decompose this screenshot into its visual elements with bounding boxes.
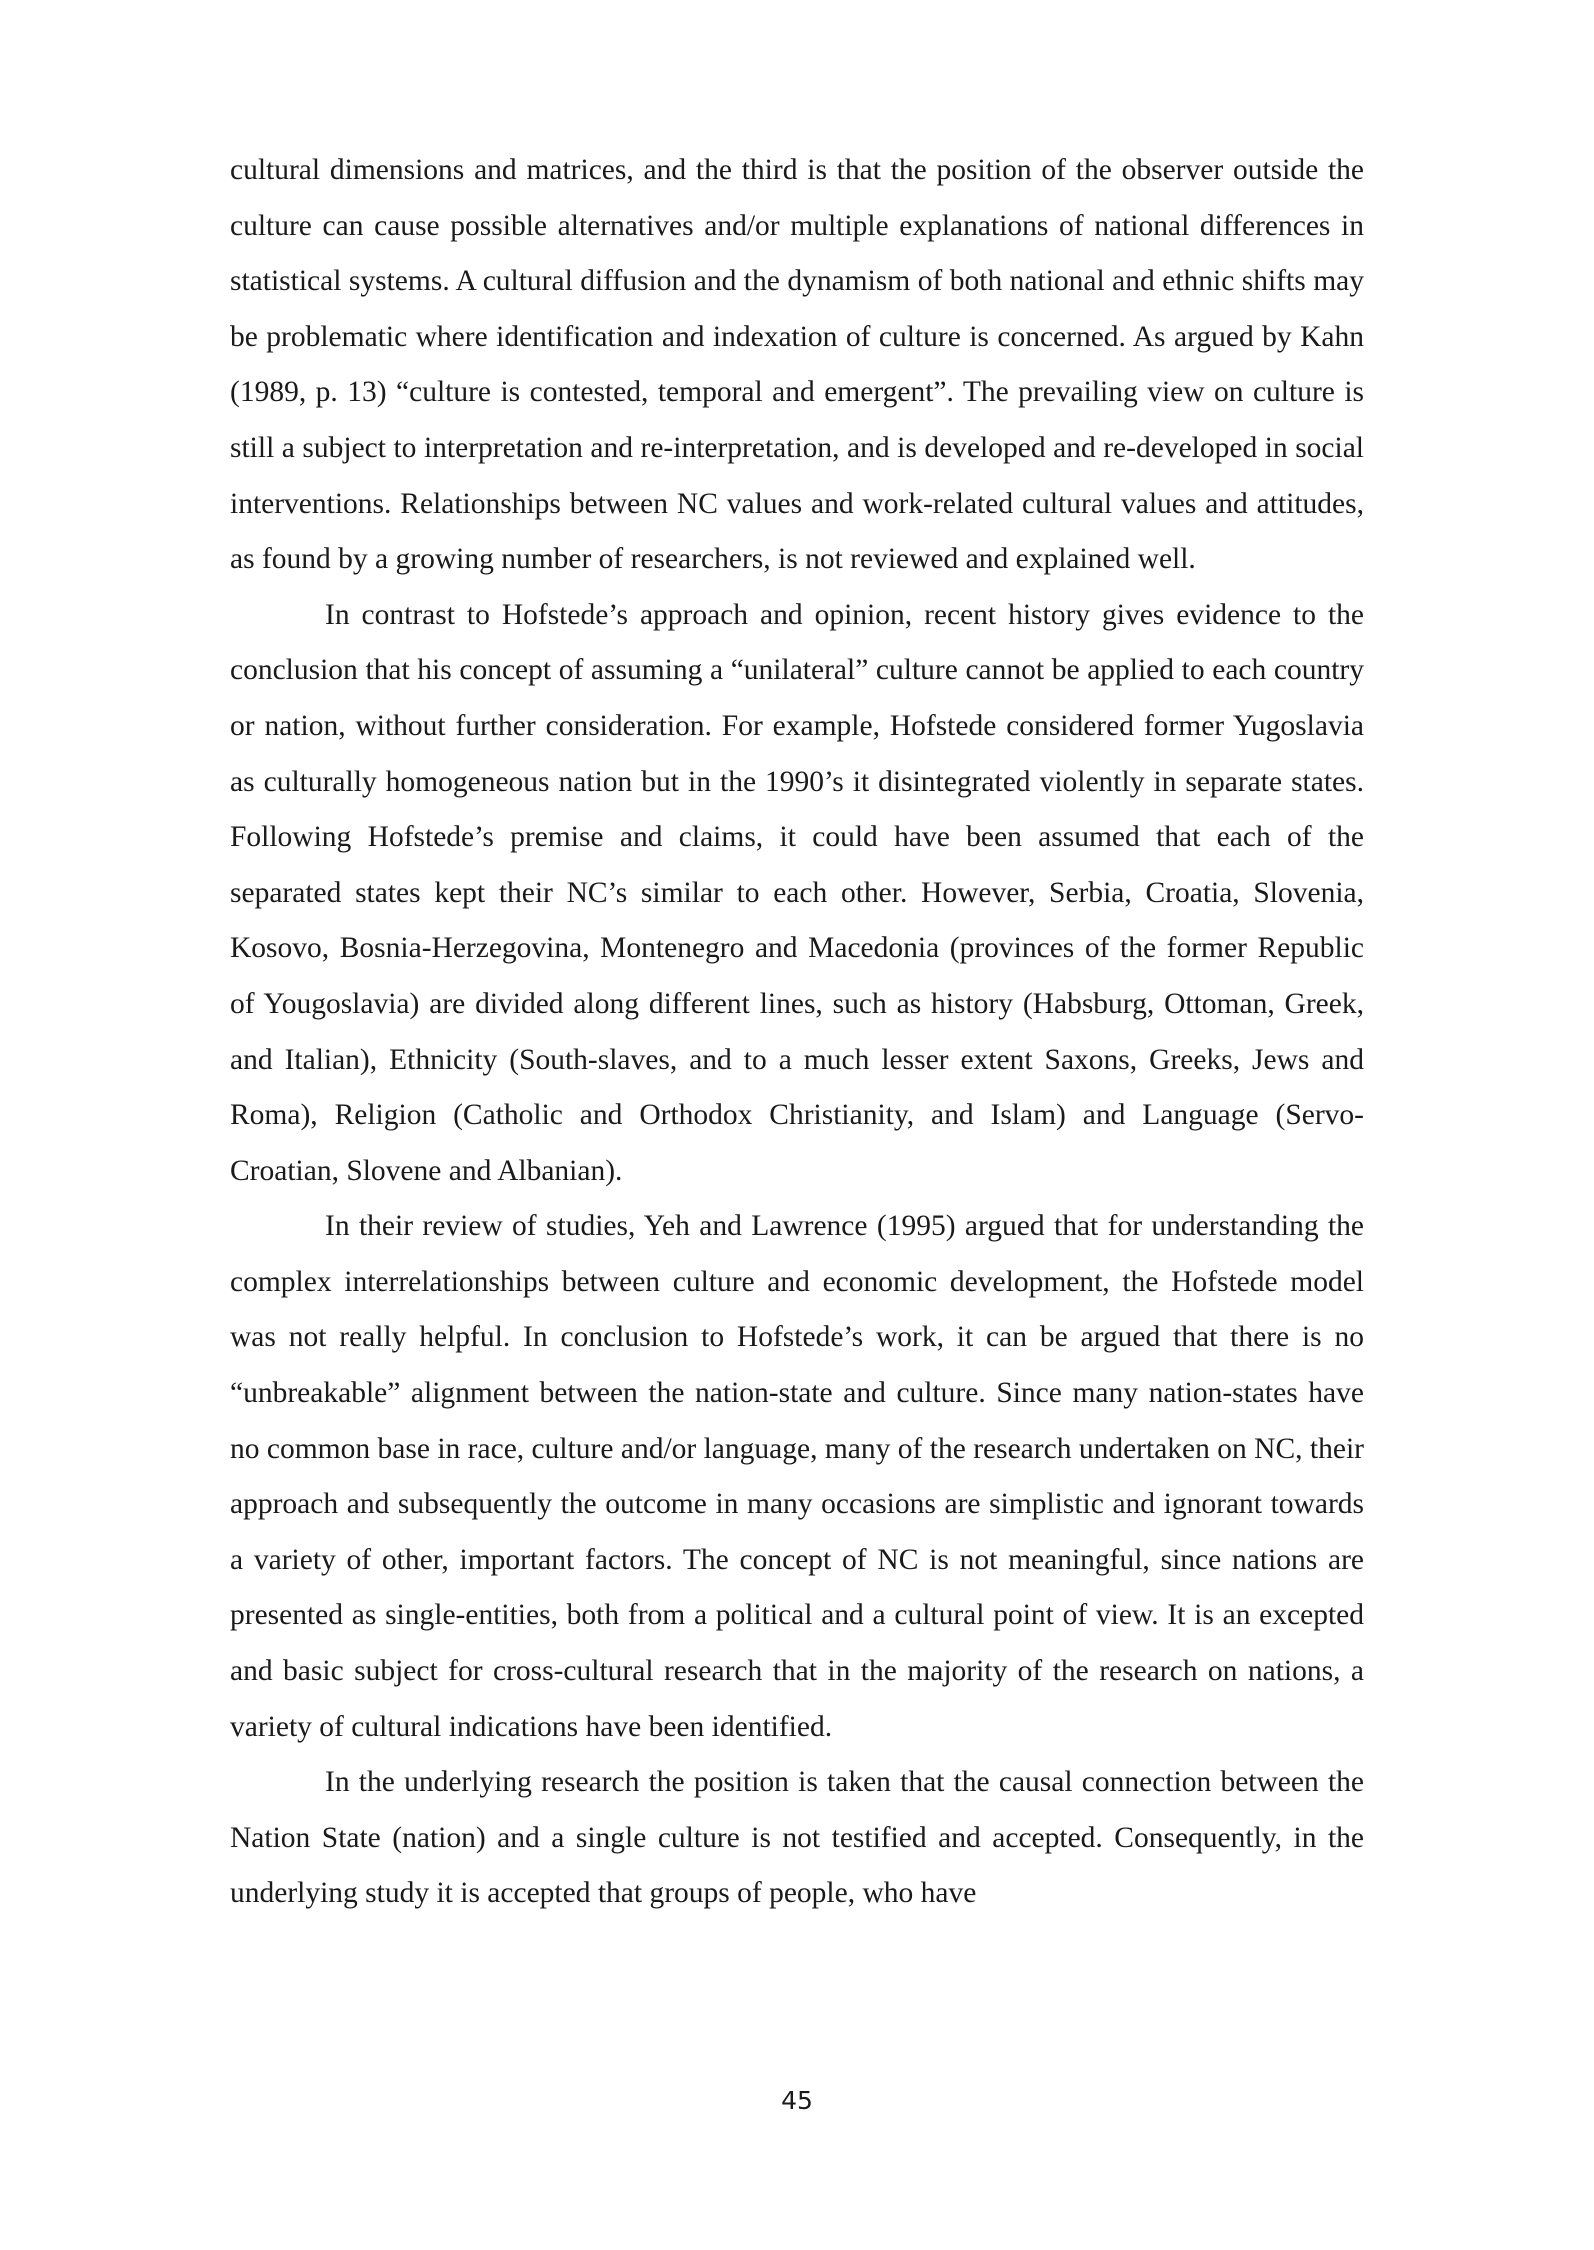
body-text (230, 143, 1364, 1922)
paragraph-hofstede-yugoslavia: In contrast to Hofstede’s approach and opinion, recent history gives evidence to the conclusion that his concept of assuming a “unilateral” culture cannot be applied to each country or nation, without further consideration. For example, Hofstede considered former Yugoslavia as culturally homogeneous nation but in the 1990’s it disintegrated violently in separate states. Following Hofstede’s premise and claims, it could have been assumed that each of the separated states kept their NC’s similar to each other. However, Serbia, Croatia, Slovenia, Kosovo, Bosnia-Herzegovina, Montenegro and Macedonia (provinces of the former Republic of Yougoslavia) are divided along different lines, such as history (Habsburg, Ottoman, Greek, and Italian), Ethnicity (South-slaves, and to a much lesser extent Saxons, Greeks, Jews and Roma), Religion (Catholic and Orthodox Christianity, and Islam) and Language (Servo-Croatian, Slovene and Albanian). (230, 598, 1364, 1187)
paragraph-yeh-lawrence: In their review of studies, Yeh and Lawrence (1995) argued that for understanding the complex interrelationships between culture and economic development, the Hofstede model was not really helpful. In conclusion to Hofstede’s work, it can be argued that there is no “unbreakable” alignment between the nation-state and culture. Since many nation-states have no common base in race, culture and/or language, many of the research undertaken on NC, their approach and subsequently the outcome in many occasions are simplistic and ignorant towards a variety of other, important factors. The concept of NC is not meaningful, since nations are presented as single-entities, both from a political and a cultural point of view. It is an excepted and basic subject for cross-cultural research that in the majority of the research on nations, a variety of cultural indications have been identified. (230, 1210, 1364, 1743)
paragraph-underlying-research: In the underlying research the position is taken that the causal connection between the Nation State (nation) and a single culture is not testified and accepted. Consequently, in the underlying study it is accepted that groups of people, who have (230, 1766, 1364, 1910)
page-number: 45 (781, 2086, 813, 2115)
paragraph-continuation: cultural dimensions and matrices, and the third is that the position of the observer outside the culture can cause possible alternatives and/or multiple explanations of national differences in statistical systems. A cultural diffusion and the dynamism of both national and ethnic shifts may be problematic where identification and indexation of culture is concerned. As argued by Kahn (1989, p. 13) “culture is contested, temporal and emergent”. The prevailing view on culture is still a subject to interpretation and re-interpretation, and is developed and re-developed in social interventions. Relationships between NC values and work-related cultural values and attitudes, as found by a growing number of researchers, is not reviewed and explained well. (230, 154, 1364, 576)
